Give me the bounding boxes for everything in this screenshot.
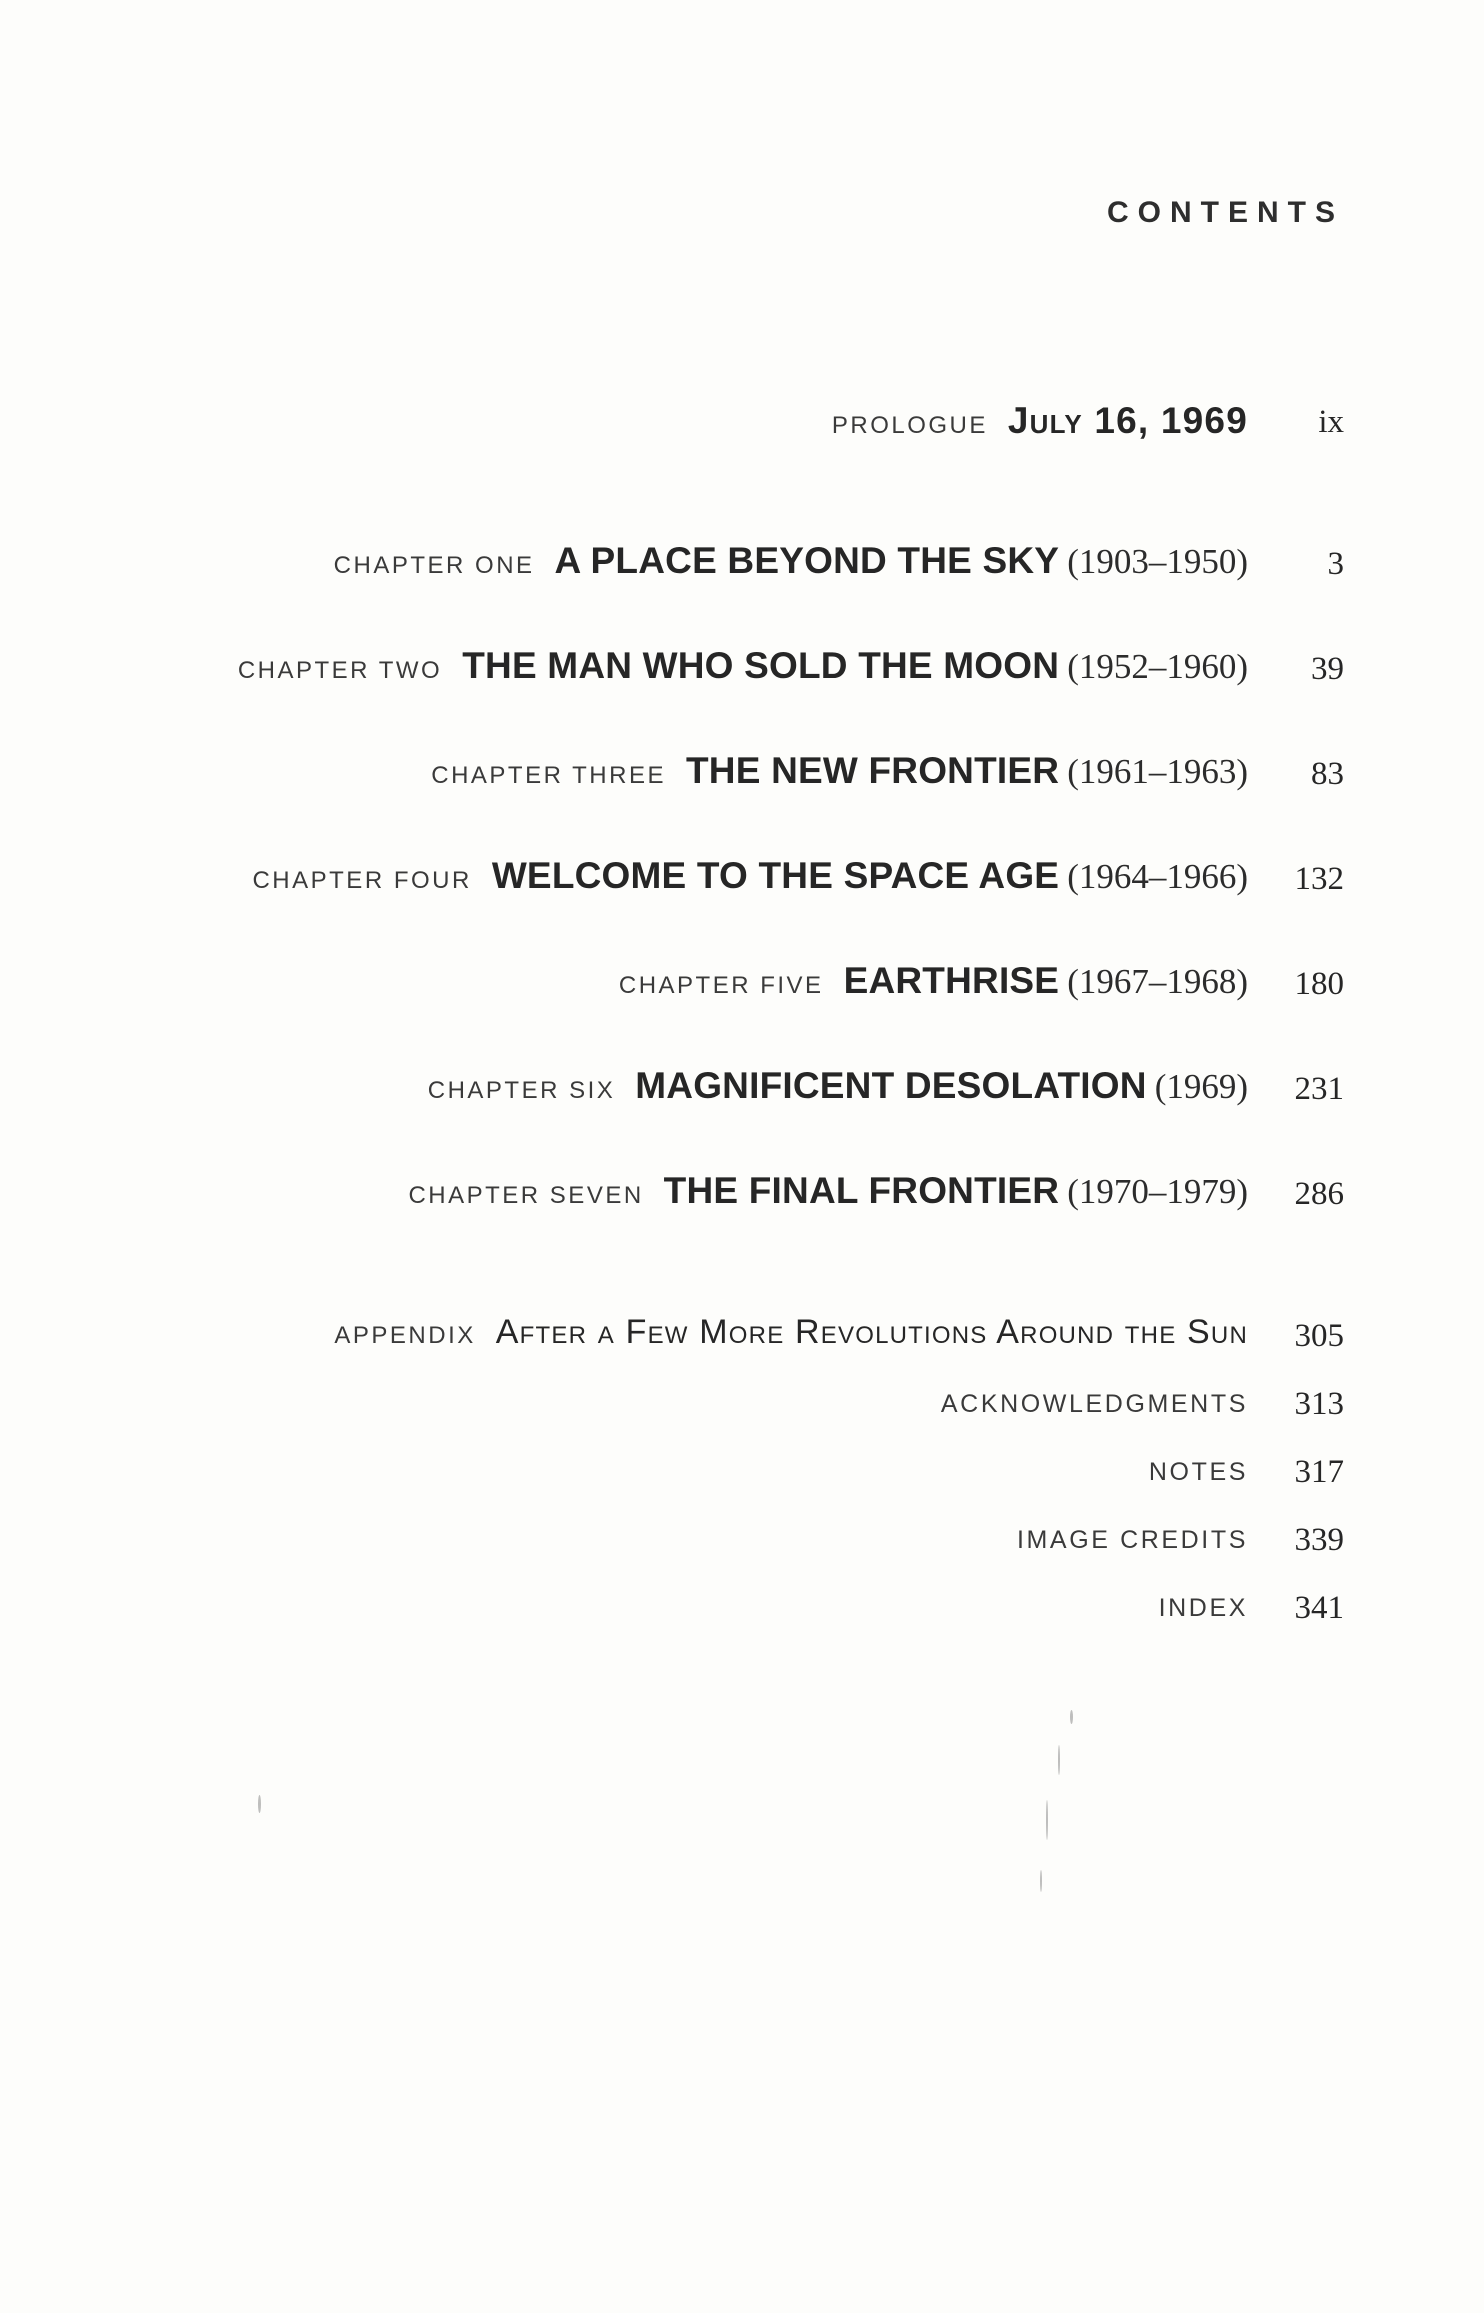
page-title: CONTENTS — [1107, 196, 1344, 229]
page-number: 341 — [1294, 1590, 1344, 1626]
entry-label: CHAPTER THREE — [431, 762, 666, 789]
entry-years: (1952–1960) — [1067, 647, 1248, 686]
entry-label: CHAPTER FIVE — [618, 972, 824, 999]
entry-title: July 16, 1969 — [1007, 400, 1248, 441]
toc-entry-prologue[interactable] — [832, 400, 1248, 442]
toc-entry-chapter-one[interactable] — [334, 540, 1248, 582]
entry-title: EARTHRISE — [843, 960, 1060, 1001]
entry-label: CHAPTER ONE — [333, 552, 535, 579]
entry-years: (1964–1966) — [1067, 857, 1248, 896]
entry-years: (1903–1950) — [1067, 542, 1248, 581]
entry-label: CHAPTER TWO — [237, 657, 443, 684]
page-number: 180 — [1294, 966, 1344, 1002]
scan-speck — [1058, 1745, 1060, 1775]
scan-speck — [1070, 1710, 1073, 1724]
entry-title: MAGNIFICENT DESOLATION — [635, 1065, 1147, 1106]
toc-entry-chapter-four[interactable] — [252, 855, 1248, 897]
toc-entry-chapter-three[interactable] — [431, 750, 1248, 792]
entry-label: PROLOGUE — [831, 412, 988, 439]
entry-title: WELCOME TO THE SPACE AGE — [491, 855, 1060, 896]
toc-entry-notes[interactable]: NOTES — [1148, 1458, 1248, 1486]
page-number: 339 — [1294, 1522, 1344, 1558]
toc-entry-chapter-seven[interactable] — [408, 1170, 1248, 1212]
toc-entry-image-credits[interactable]: IMAGE CREDITS — [1016, 1526, 1248, 1554]
entry-years: (1961–1963) — [1067, 752, 1248, 791]
toc-entry-appendix[interactable] — [334, 1313, 1248, 1352]
entry-years: (1970–1979) — [1067, 1172, 1248, 1211]
toc-entry-acknowledgments[interactable]: ACKNOWLEDGMENTS — [940, 1390, 1248, 1418]
page-number: ix — [1318, 404, 1344, 440]
toc-entry-chapter-six[interactable] — [428, 1065, 1248, 1107]
page-number: 317 — [1294, 1454, 1344, 1490]
page-number: 83 — [1311, 756, 1344, 792]
scan-speck — [1040, 1870, 1042, 1892]
page-number: 305 — [1294, 1318, 1344, 1354]
toc-entry-index[interactable]: INDEX — [1158, 1594, 1248, 1622]
entry-title: After a Few More Revolutions Around the Sun — [495, 1313, 1248, 1351]
entry-label: CHAPTER FOUR — [252, 867, 472, 894]
toc-entry-chapter-two[interactable] — [238, 645, 1248, 687]
entry-title: THE NEW FRONTIER — [686, 750, 1060, 791]
scan-speck — [258, 1795, 261, 1813]
entry-title: THE FINAL FRONTIER — [663, 1170, 1060, 1211]
entry-years: (1969) — [1154, 1067, 1248, 1106]
entry-label: APPENDIX — [334, 1322, 476, 1349]
entry-label: CHAPTER SIX — [427, 1077, 616, 1104]
page-number: 313 — [1294, 1386, 1344, 1422]
entry-label: CHAPTER SEVEN — [408, 1182, 644, 1209]
entry-years: (1967–1968) — [1067, 962, 1248, 1001]
entry-title: A PLACE BEYOND THE SKY — [554, 540, 1060, 581]
page-number: 39 — [1311, 651, 1344, 687]
scan-speck — [1046, 1800, 1048, 1840]
toc-entry-chapter-five[interactable] — [619, 960, 1248, 1002]
page-number: 132 — [1294, 861, 1344, 897]
page-number: 231 — [1294, 1071, 1344, 1107]
entry-title: THE MAN WHO SOLD THE MOON — [462, 645, 1060, 686]
page-number: 3 — [1327, 546, 1344, 582]
page-number: 286 — [1294, 1176, 1344, 1212]
